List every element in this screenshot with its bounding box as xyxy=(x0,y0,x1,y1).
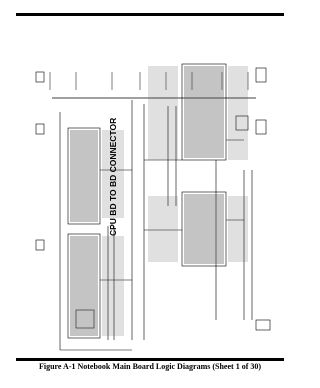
pin-label-rows xyxy=(70,66,248,336)
figure-caption: Figure A-1 Notebook Main Board Logic Diagrams (Sheet 1 of 30) xyxy=(38,362,262,371)
top-rule xyxy=(16,13,284,16)
diagram-title: CPU BD TO BD CONNECTOR xyxy=(108,117,118,236)
bottom-rule xyxy=(16,358,284,361)
logic-diagram xyxy=(16,20,284,354)
